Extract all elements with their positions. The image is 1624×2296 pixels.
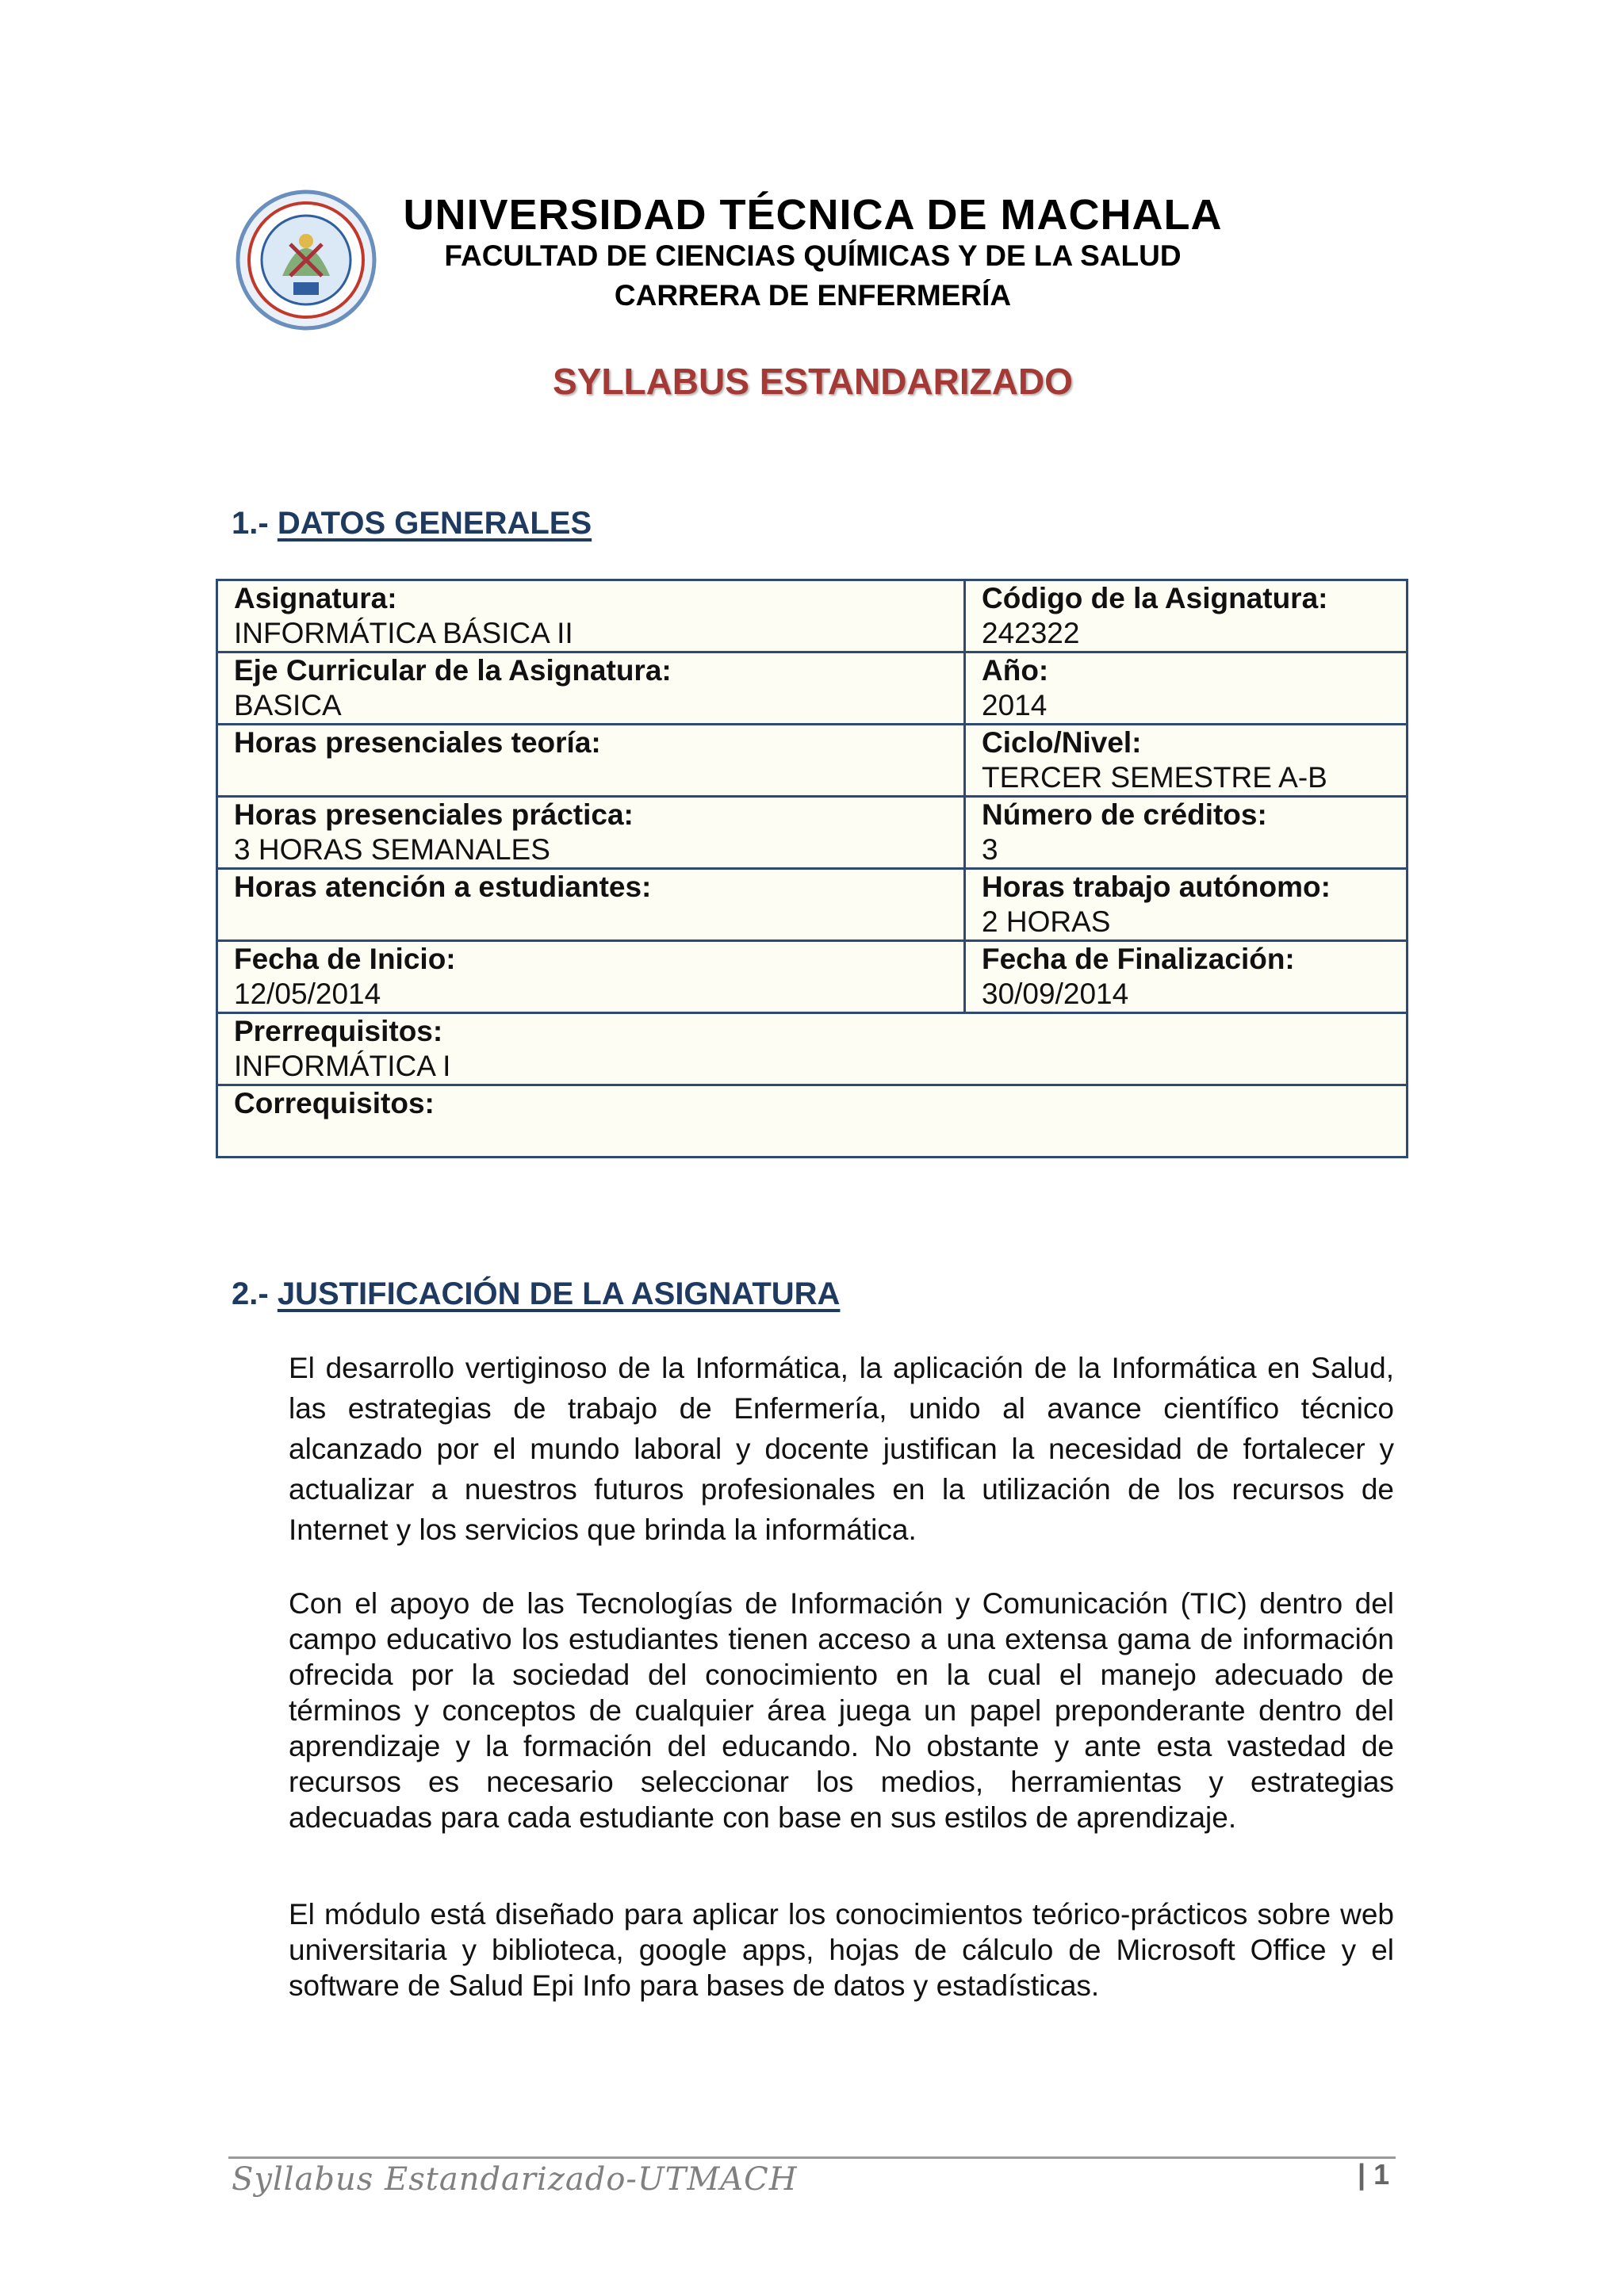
table-row [217, 941, 1408, 1013]
field-value: 12/05/2014 [234, 978, 381, 1010]
justification-paragraph: Con el apoyo de las Tecnologías de Información y Comunicación (TIC) dentro del campo educativo los estudiantes tienen acceso a una extensa gama de información ofrecida por la sociedad del conocimiento en la cual el manejo adecuado de términos y conceptos de cualquier área juega un papel preponderante dentro del aprendizaje y la formación del educando. No obstante y ante esta vastedad de recursos es necesario seleccionar los medios, herramientas y estrategias adecuadas para cada estudiante con base en sus estilos de aprendizaje. [289, 1587, 1394, 1834]
table-cell [217, 869, 965, 941]
field-value: 3 [982, 833, 998, 866]
field-value: 242322 [982, 617, 1080, 649]
table-row-prerequisites [217, 1013, 1408, 1085]
table-cell [217, 941, 965, 1013]
faculty-name: FACULTAD DE CIENCIAS QUÍMICAS Y DE LA SALUD [444, 239, 1182, 272]
table-row [217, 652, 1408, 725]
field-label: Horas presenciales teoría: [234, 726, 601, 759]
table-row [217, 869, 1408, 941]
table-cell [217, 1013, 1408, 1085]
document-title: SYLLABUS ESTANDARIZADO [553, 361, 1073, 402]
field-label: Número de créditos: [982, 798, 1267, 831]
field-label: Eje Curricular de la Asignatura: [234, 654, 672, 687]
field-label: Fecha de Finalización: [982, 943, 1295, 975]
table-cell [965, 652, 1408, 725]
table-cell [217, 1085, 1408, 1158]
table-cell [217, 580, 965, 652]
section-title: JUSTIFICACIÓN DE LA ASIGNATURA [277, 1276, 841, 1311]
justification-paragraph: El desarrollo vertiginoso de la Informática, la aplicación de la Informática en Salud, las estrategias de trabajo de Enfermería, unido al avance científico técnico alcanzado por el mundo laboral y docente justifican la necesidad de fortalecer y actualizar a nuestros futuros profesionales en la utilización de los recursos de Internet y los servicios que brinda la informática. [289, 1352, 1394, 1546]
field-value: 2014 [982, 689, 1048, 721]
section-number: 2.- [232, 1276, 269, 1311]
field-value: TERCER SEMESTRE A-B [982, 761, 1327, 794]
table-cell [965, 941, 1408, 1013]
table-cell [217, 652, 965, 725]
table-row-corequisites [217, 1085, 1408, 1158]
table-row [217, 725, 1408, 797]
table-cell [965, 725, 1408, 797]
general-data-table [216, 579, 1408, 1158]
justification-paragraph: El módulo está diseñado para aplicar los conocimientos teórico-prácticos sobre web universitaria y biblioteca, google apps, hojas de cálculo de Microsoft Office y el software de Salud Epi Info para bases de datos y estadísticas. [289, 1898, 1394, 2002]
table-cell [217, 725, 965, 797]
field-label: Fecha de Inicio: [234, 943, 456, 975]
field-value [234, 760, 963, 795]
section-heading-justificacion [232, 1276, 840, 1312]
field-label: Ciclo/Nivel: [982, 726, 1142, 759]
table-row [217, 580, 1408, 652]
table-cell [217, 797, 965, 869]
field-label: Horas presenciales práctica: [234, 798, 634, 831]
field-value: BASICA [234, 689, 342, 721]
section-heading-datos-generales [232, 506, 592, 541]
prerequisites-label: Prerrequisitos: [234, 1015, 443, 1047]
field-label: Horas trabajo autónomo: [982, 871, 1331, 903]
field-label: Asignatura: [234, 582, 397, 614]
section-title: DATOS GENERALES [277, 506, 592, 541]
footer-divider [228, 2156, 1396, 2159]
page-number: | 1 [1358, 2158, 1390, 2191]
field-label: Horas atención a estudiantes: [234, 871, 652, 903]
field-value [234, 905, 963, 939]
table-cell [965, 869, 1408, 941]
field-value: INFORMÁTICA BÁSICA II [234, 617, 573, 649]
field-value: 2 HORAS [982, 905, 1111, 938]
section-number: 1.- [232, 506, 269, 541]
footer-text: Syllabus Estandarizado-UTMACH [232, 2161, 798, 2198]
corequisites-value [234, 1121, 1406, 1156]
table-row [217, 797, 1408, 869]
field-value: 3 HORAS SEMANALES [234, 833, 550, 866]
field-label: Año: [982, 654, 1049, 687]
university-name: UNIVERSIDAD TÉCNICA DE MACHALA [403, 191, 1223, 239]
prerequisites-value: INFORMÁTICA I [234, 1050, 451, 1082]
career-name: CARRERA DE ENFERMERÍA [614, 279, 1012, 312]
table-cell [965, 580, 1408, 652]
table-cell [965, 797, 1408, 869]
corequisites-label: Correquisitos: [234, 1087, 435, 1119]
field-label: Código de la Asignatura: [982, 582, 1328, 614]
field-value: 30/09/2014 [982, 978, 1129, 1010]
